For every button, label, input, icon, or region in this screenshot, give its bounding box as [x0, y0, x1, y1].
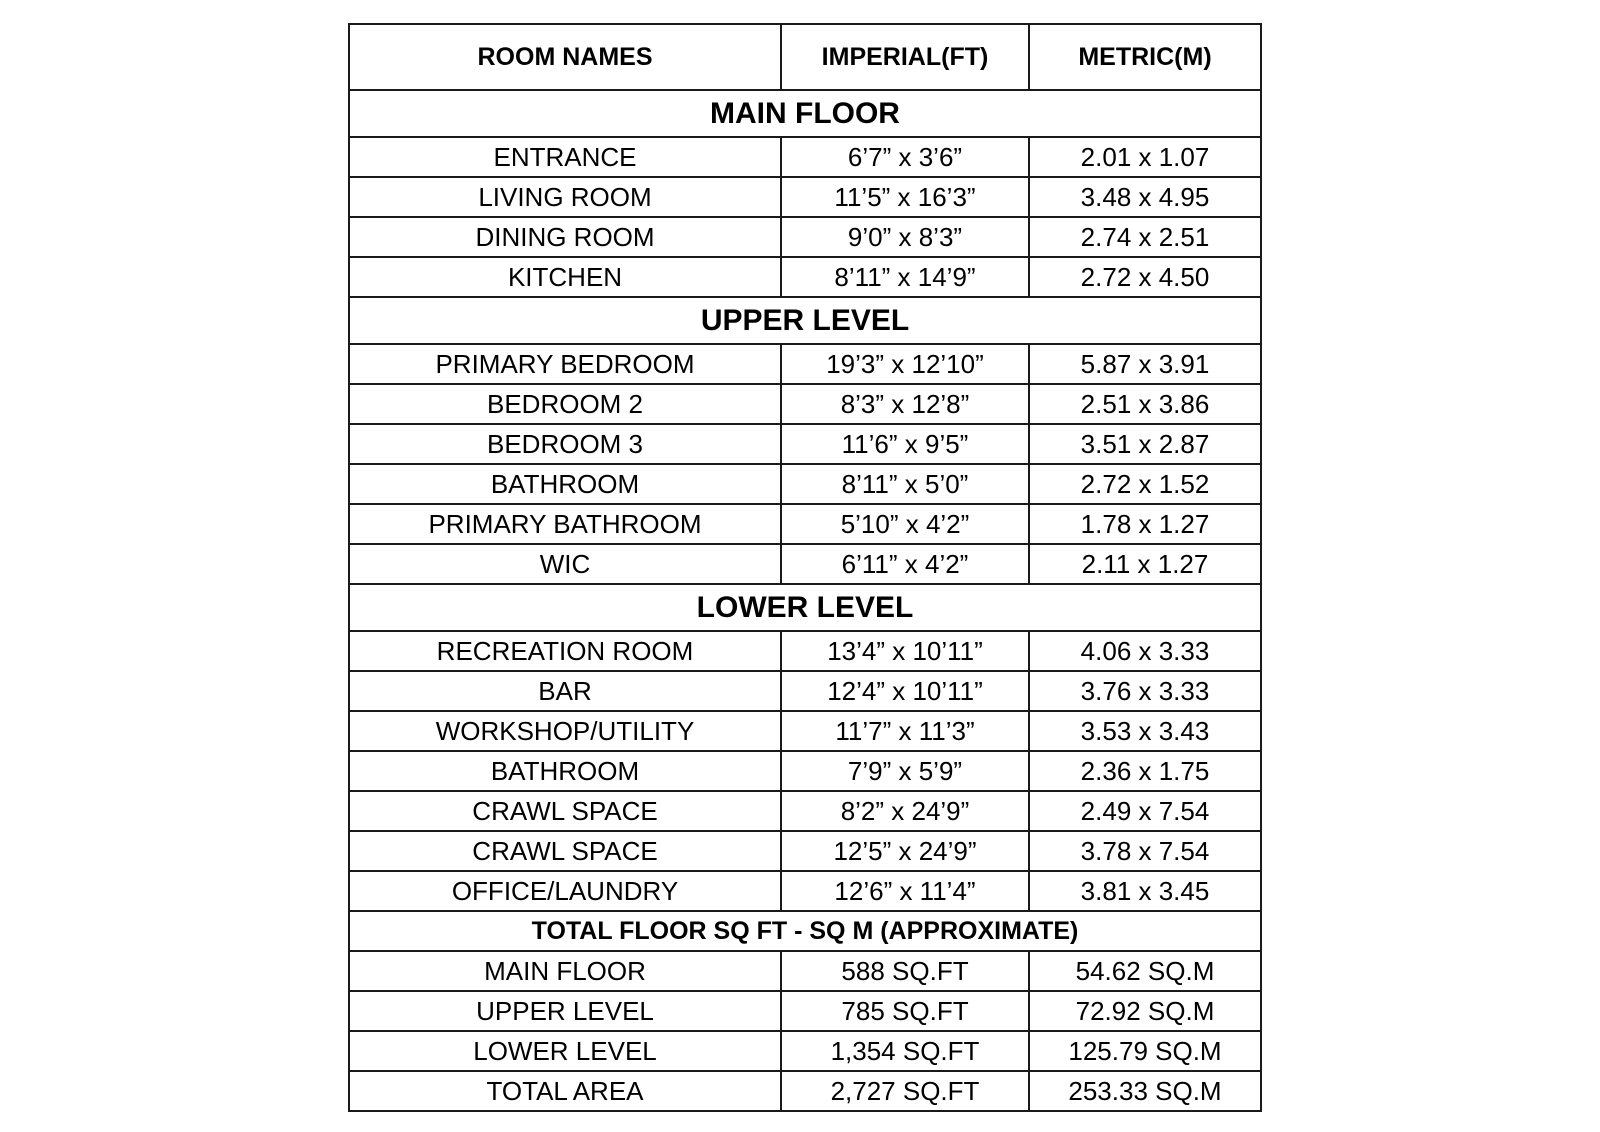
room-name-cell: WORKSHOP/UTILITY [349, 711, 781, 751]
metric-cell: 2.11 x 1.27 [1029, 544, 1261, 584]
section-header [349, 297, 1261, 344]
room-name-cell: PRIMARY BEDROOM [349, 344, 781, 384]
metric-cell: 5.87 x 3.91 [1029, 344, 1261, 384]
metric-cell: 125.79 SQ.M [1029, 1031, 1261, 1071]
metric-cell: 2.51 x 3.86 [1029, 384, 1261, 424]
imperial-cell: 11’6” x 9’5” [781, 424, 1029, 464]
room-name-cell: WIC [349, 544, 781, 584]
header-room-names: ROOM NAMES [349, 24, 781, 90]
room-name-cell: UPPER LEVEL [349, 991, 781, 1031]
metric-cell: 2.01 x 1.07 [1029, 137, 1261, 177]
room-row [349, 791, 1261, 831]
imperial-cell: 8’11” x 14’9” [781, 257, 1029, 297]
metric-cell: 3.81 x 3.45 [1029, 871, 1261, 911]
imperial-cell: 6’11” x 4’2” [781, 544, 1029, 584]
total-row [349, 951, 1261, 991]
room-name-cell: BEDROOM 3 [349, 424, 781, 464]
imperial-cell: 13’4” x 10’11” [781, 631, 1029, 671]
room-row [349, 217, 1261, 257]
room-row [349, 871, 1261, 911]
metric-cell: 2.72 x 1.52 [1029, 464, 1261, 504]
imperial-cell: 12’6” x 11’4” [781, 871, 1029, 911]
total-section-header [349, 911, 1261, 951]
metric-cell: 2.49 x 7.54 [1029, 791, 1261, 831]
imperial-cell: 588 SQ.FT [781, 951, 1029, 991]
metric-cell: 3.48 x 4.95 [1029, 177, 1261, 217]
metric-cell: 1.78 x 1.27 [1029, 504, 1261, 544]
room-row [349, 504, 1261, 544]
section-title: LOWER LEVEL [349, 584, 1261, 631]
room-row [349, 544, 1261, 584]
room-name-cell: RECREATION ROOM [349, 631, 781, 671]
room-name-cell: BATHROOM [349, 751, 781, 791]
imperial-cell: 8’2” x 24’9” [781, 791, 1029, 831]
section-title: TOTAL FLOOR SQ FT - SQ M (APPROXIMATE) [349, 911, 1261, 951]
room-row [349, 384, 1261, 424]
imperial-cell: 11’7” x 11’3” [781, 711, 1029, 751]
metric-cell: 2.74 x 2.51 [1029, 217, 1261, 257]
imperial-cell: 19’3” x 12’10” [781, 344, 1029, 384]
imperial-cell: 5’10” x 4’2” [781, 504, 1029, 544]
imperial-cell: 8’3” x 12’8” [781, 384, 1029, 424]
metric-cell: 4.06 x 3.33 [1029, 631, 1261, 671]
room-row [349, 711, 1261, 751]
room-name-cell: CRAWL SPACE [349, 831, 781, 871]
metric-cell: 2.72 x 4.50 [1029, 257, 1261, 297]
metric-cell: 3.51 x 2.87 [1029, 424, 1261, 464]
header-row [349, 24, 1261, 90]
imperial-cell: 7’9” x 5’9” [781, 751, 1029, 791]
section-title: UPPER LEVEL [349, 297, 1261, 344]
room-name-cell: PRIMARY BATHROOM [349, 504, 781, 544]
imperial-cell: 12’4” x 10’11” [781, 671, 1029, 711]
imperial-cell: 2,727 SQ.FT [781, 1071, 1029, 1111]
room-name-cell: OFFICE/LAUNDRY [349, 871, 781, 911]
room-name-cell: KITCHEN [349, 257, 781, 297]
imperial-cell: 6’7” x 3’6” [781, 137, 1029, 177]
metric-cell: 3.76 x 3.33 [1029, 671, 1261, 711]
table-body [349, 24, 1261, 1111]
metric-cell: 253.33 SQ.M [1029, 1071, 1261, 1111]
section-header [349, 584, 1261, 631]
room-name-cell: MAIN FLOOR [349, 951, 781, 991]
room-row [349, 751, 1261, 791]
imperial-cell: 12’5” x 24’9” [781, 831, 1029, 871]
room-row [349, 137, 1261, 177]
metric-cell: 3.53 x 3.43 [1029, 711, 1261, 751]
metric-cell: 72.92 SQ.M [1029, 991, 1261, 1031]
room-name-cell: ENTRANCE [349, 137, 781, 177]
room-name-cell: LOWER LEVEL [349, 1031, 781, 1071]
room-row [349, 631, 1261, 671]
room-name-cell: TOTAL AREA [349, 1071, 781, 1111]
imperial-cell: 11’5” x 16’3” [781, 177, 1029, 217]
room-row [349, 257, 1261, 297]
section-header [349, 90, 1261, 137]
total-row [349, 1031, 1261, 1071]
room-row [349, 177, 1261, 217]
header-imperial: IMPERIAL(FT) [781, 24, 1029, 90]
room-name-cell: BAR [349, 671, 781, 711]
room-name-cell: LIVING ROOM [349, 177, 781, 217]
room-row [349, 671, 1261, 711]
room-row [349, 424, 1261, 464]
metric-cell: 2.36 x 1.75 [1029, 751, 1261, 791]
room-row [349, 831, 1261, 871]
room-name-cell: DINING ROOM [349, 217, 781, 257]
total-row [349, 1071, 1261, 1111]
header-metric: METRIC(M) [1029, 24, 1261, 90]
imperial-cell: 8’11” x 5’0” [781, 464, 1029, 504]
room-name-cell: BATHROOM [349, 464, 781, 504]
room-name-cell: CRAWL SPACE [349, 791, 781, 831]
room-name-cell: BEDROOM 2 [349, 384, 781, 424]
room-row [349, 344, 1261, 384]
imperial-cell: 785 SQ.FT [781, 991, 1029, 1031]
imperial-cell: 9’0” x 8’3” [781, 217, 1029, 257]
section-title: MAIN FLOOR [349, 90, 1261, 137]
imperial-cell: 1,354 SQ.FT [781, 1031, 1029, 1071]
room-row [349, 464, 1261, 504]
total-row [349, 991, 1261, 1031]
room-dimensions-table [348, 23, 1262, 1112]
metric-cell: 3.78 x 7.54 [1029, 831, 1261, 871]
metric-cell: 54.62 SQ.M [1029, 951, 1261, 991]
